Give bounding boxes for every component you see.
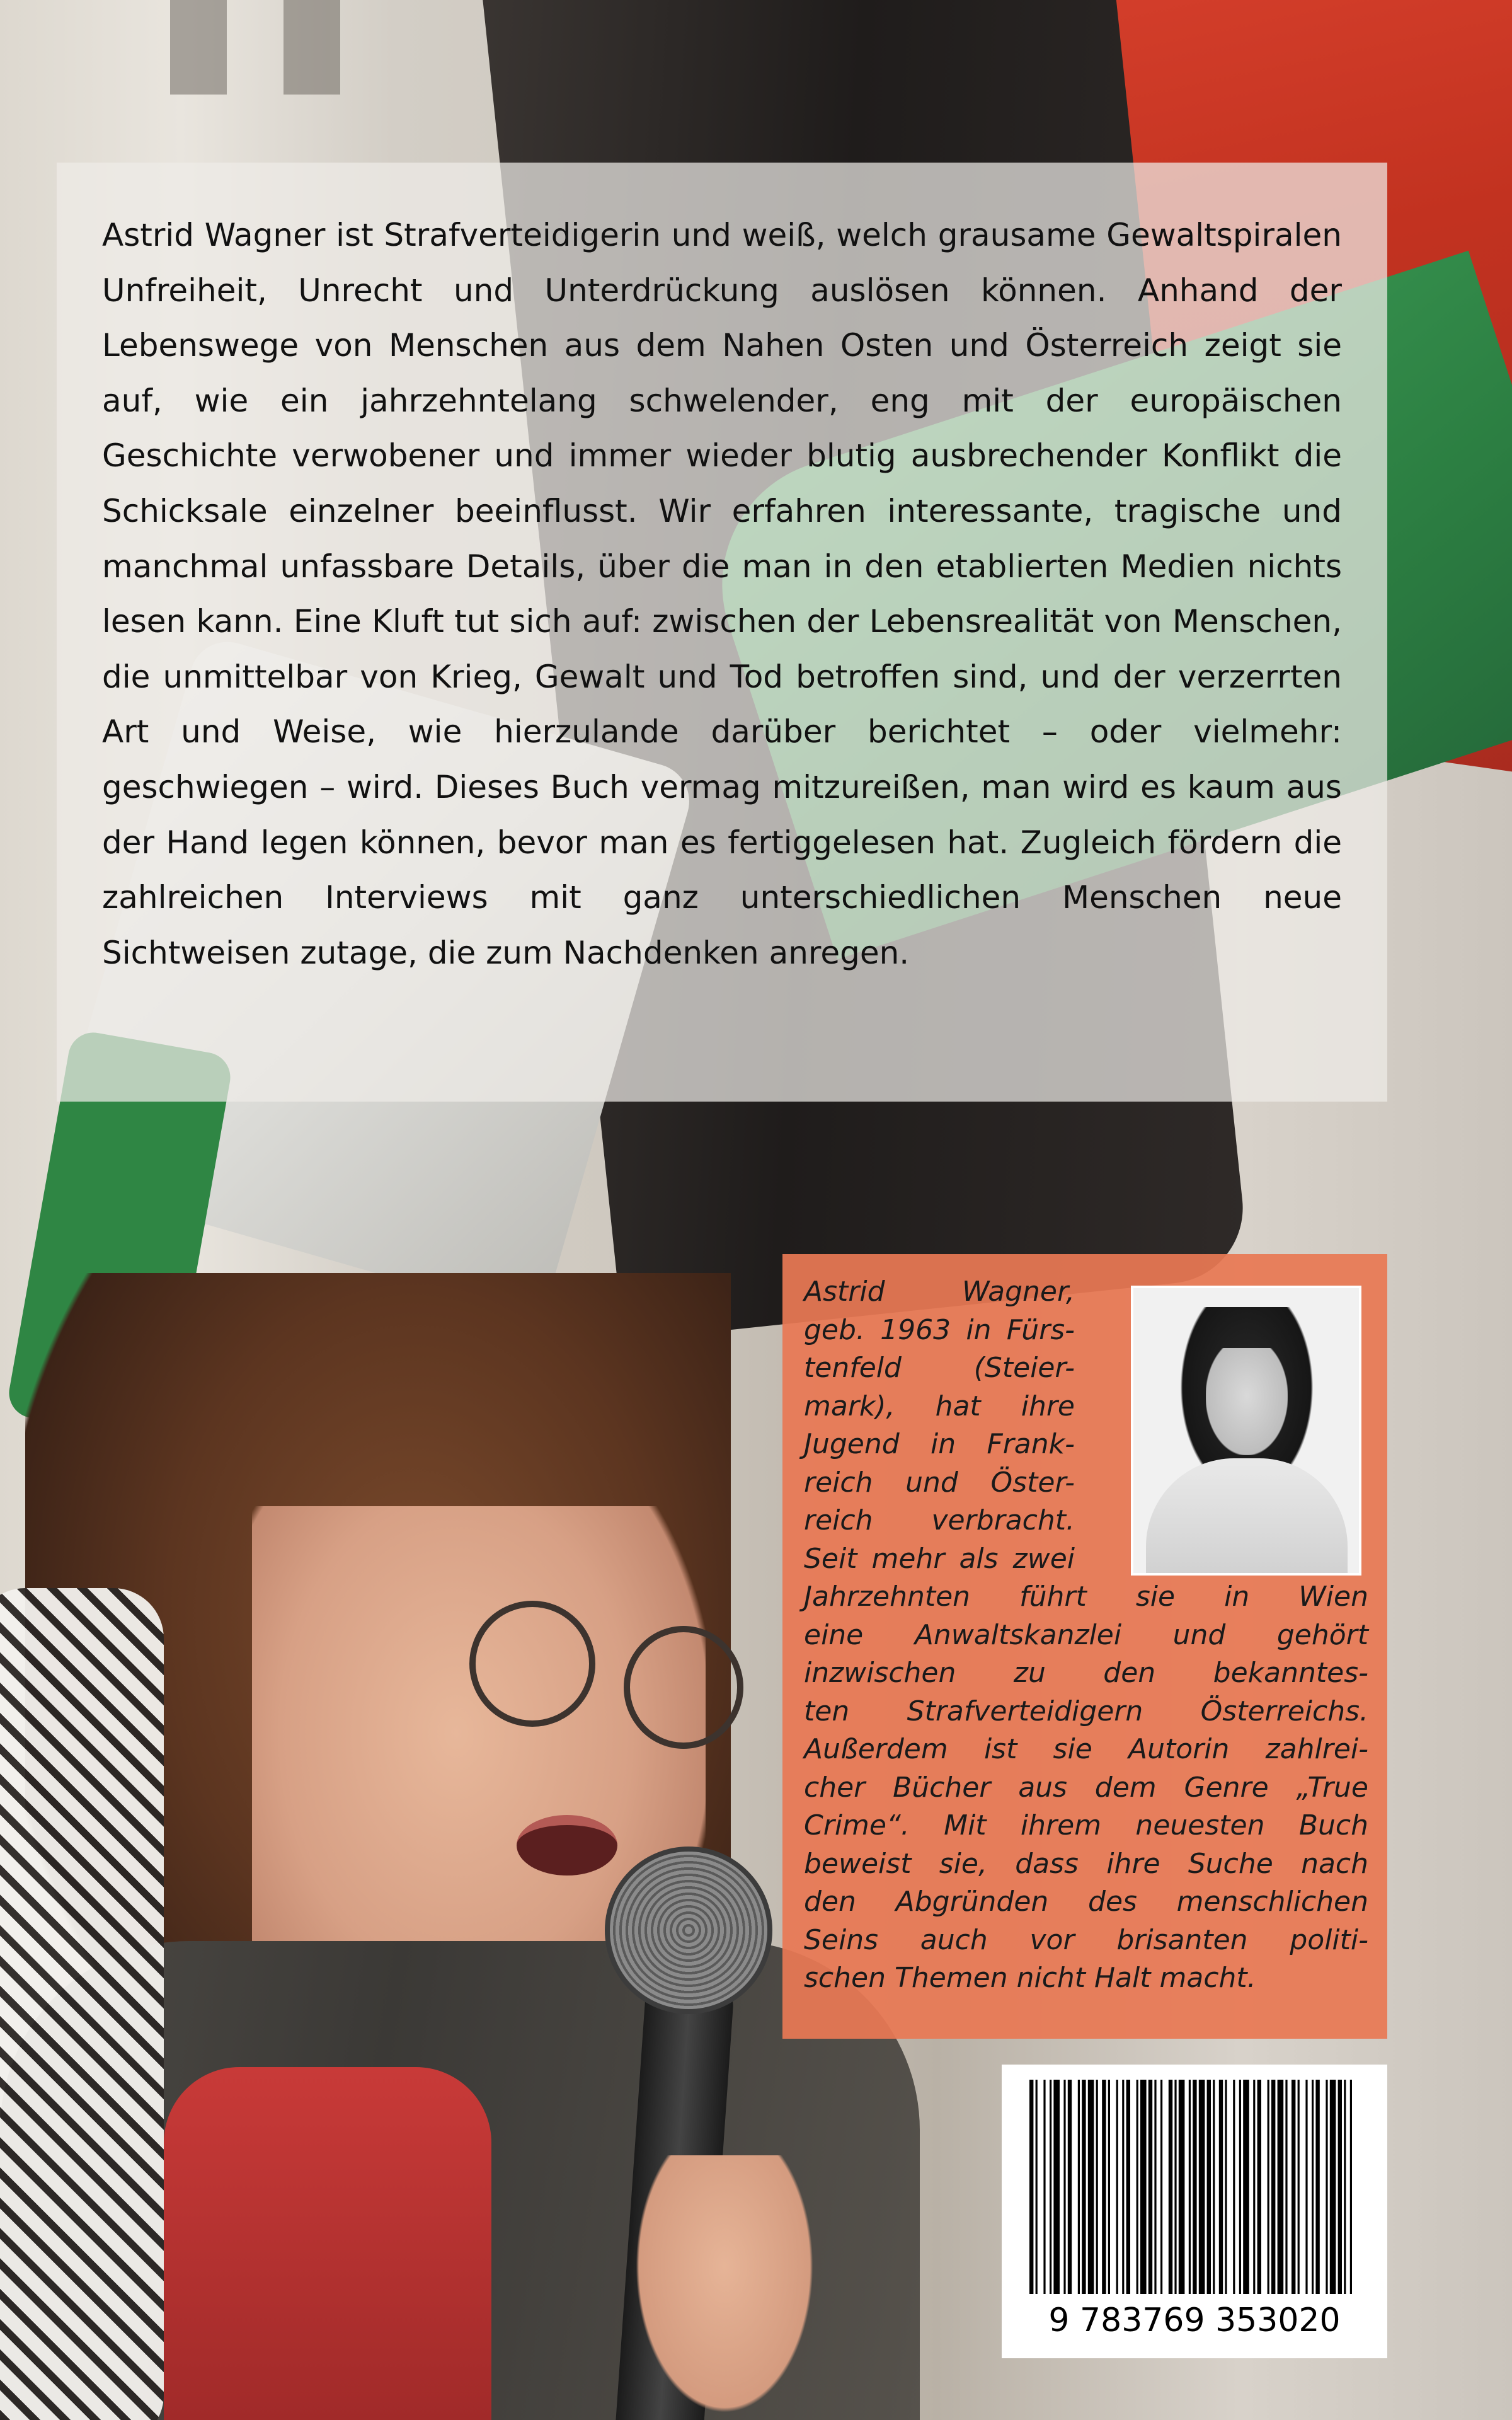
barcode-bar xyxy=(1193,2080,1196,2294)
barcode-bar xyxy=(1225,2080,1227,2294)
barcode-bar xyxy=(1338,2080,1342,2294)
speaker-hand xyxy=(624,2155,825,2420)
window xyxy=(170,0,227,95)
barcode-bar xyxy=(1174,2080,1176,2294)
author-bio-line: den Abgründen des menschlichen xyxy=(804,1886,1368,1918)
isbn-digits: 9 783769 353020 xyxy=(1048,2302,1341,2339)
barcode-bar xyxy=(1102,2080,1106,2294)
author-bio-line: Jugend in Frank- xyxy=(804,1428,1075,1460)
barcode-bar xyxy=(1160,2080,1162,2294)
barcode-bar xyxy=(1292,2080,1295,2294)
barcode-bar xyxy=(1344,2080,1346,2294)
author-bio-line: inzwischen zu den bekanntes- xyxy=(804,1657,1368,1689)
author-bio-line: Seins auch vor brisanten politi- xyxy=(804,1923,1368,1956)
author-bio-line: Crime“. Mit ihrem neuesten Buch xyxy=(804,1809,1368,1841)
barcode-bar xyxy=(1096,2080,1098,2294)
author-bio xyxy=(804,1273,1368,1998)
barcode-bar xyxy=(1268,2080,1269,2294)
author-bio-line: Außerdem ist sie Autorin zahlrei- xyxy=(804,1733,1368,1765)
author-bio-line: schen Themen nicht Halt macht. xyxy=(804,1962,1256,1994)
author-bio-line: mark), hat ihre xyxy=(804,1390,1075,1422)
barcode-bar xyxy=(1029,2080,1033,2294)
barcode-bar xyxy=(1257,2080,1261,2294)
barcode-bar xyxy=(1233,2080,1235,2294)
barcode-bars xyxy=(1029,2080,1360,2294)
barcode-bar xyxy=(1036,2080,1038,2294)
glasses-lens-left xyxy=(469,1601,595,1727)
barcode-bar xyxy=(1122,2080,1124,2294)
author-bio-line: cher Bücher aus dem Genre „True xyxy=(804,1771,1368,1804)
barcode-bar xyxy=(1154,2080,1156,2294)
barcode-bar xyxy=(1326,2080,1327,2294)
barcode-bar xyxy=(1063,2080,1065,2294)
window xyxy=(284,0,340,95)
author-bio-line: ten Strafverteidigern Österreichs. xyxy=(804,1695,1368,1727)
author-bio-line: tenfeld (Steier- xyxy=(804,1352,1075,1384)
barcode-bar xyxy=(1078,2080,1080,2294)
blurb-text: Astrid Wagner ist Strafverteidigerin und weiß, welch grausame Gewaltspiralen Unfreiheit, Unrecht und Unterdrückung auslösen können. Anhand der Lebenswege von Menschen aus dem Nahen Osten und Österreich zeigt sie auf, wie ein jahrzehntelang schwelender, eng mit der europäischen Geschichte verwobener und immer wieder blutig ausbrechender Konflikt die Schicksale einzelner beeinflusst. Wir erfahren interessante, tragische und manchmal unfassbare Details, über die man in den etablierten Medien nichts lesen kann. Eine Kluft tut sich auf: zwischen der Lebensrealität von Menschen, die unmittelbar von Krieg, Gewalt und Tod betroffen sind, und der verzerrten Art und Weise, wie hierzulande darüber berichtet – oder vielmehr: geschwiegen – wird. Dieses Buch vermag mitzureißen, man wird es kaum aus der Hand legen können, bevor man es fertiggelesen hat. Zugleich fördern die zahlreichen Interviews mit ganz unterschiedlichen Menschen neue Sichtweisen zutage, die zum Nachdenken anregen. xyxy=(102,217,1342,971)
barcode-bar xyxy=(1189,2080,1191,2294)
barcode-bar xyxy=(1116,2080,1118,2294)
author-bio-line: Astrid Wagner, xyxy=(804,1276,1075,1308)
keffiyeh-scarf xyxy=(0,1588,164,2420)
barcode-bar xyxy=(1207,2080,1211,2294)
barcode-bar xyxy=(1330,2080,1336,2294)
author-bio-line: reich und Öster- xyxy=(804,1466,1075,1499)
barcode-bar xyxy=(1050,2080,1051,2294)
barcode-bar xyxy=(1312,2080,1314,2294)
barcode-bar xyxy=(1082,2080,1085,2294)
barcode-bar xyxy=(1315,2080,1319,2294)
barcode-bar xyxy=(1068,2080,1072,2294)
barcode-bar xyxy=(1199,2080,1205,2294)
barcode-bar xyxy=(1126,2080,1130,2294)
barcode-bar xyxy=(1179,2080,1185,2294)
barcode-bar xyxy=(1169,2080,1172,2294)
author-bio-line: geb. 1963 in Fürs- xyxy=(804,1313,1075,1346)
barcode-bar xyxy=(1137,2080,1138,2294)
barcode-bar xyxy=(1298,2080,1300,2294)
barcode-bar xyxy=(1213,2080,1215,2294)
barcode-bar xyxy=(1243,2080,1249,2294)
barcode-bar xyxy=(1053,2080,1060,2294)
barcode-bar xyxy=(1140,2080,1147,2294)
author-bio-line: eine Anwaltskanzlei und gehört xyxy=(804,1618,1368,1651)
barcode-bar xyxy=(1271,2080,1275,2294)
speaker-mouth xyxy=(517,1815,617,1876)
barcode-bar xyxy=(1278,2080,1284,2294)
author-bio-line: Jahrzehnten führt sie in Wien xyxy=(804,1581,1368,1613)
author-bio-line: beweist sie, dass ihre Suche nach xyxy=(804,1847,1368,1880)
barcode-bar xyxy=(1285,2080,1287,2294)
barcode-bar xyxy=(1239,2080,1241,2294)
barcode-bar xyxy=(1043,2080,1045,2294)
barcode-bar xyxy=(1350,2080,1352,2294)
speaker-sweater xyxy=(164,2067,491,2420)
barcode-bar xyxy=(1253,2080,1255,2294)
barcode-bar xyxy=(1305,2080,1307,2294)
microphone-head xyxy=(605,1847,772,2014)
author-bio-line: reich verbracht. xyxy=(804,1504,1075,1536)
author-bio-line: Seit mehr als zwei xyxy=(804,1542,1075,1575)
barcode-bar xyxy=(1088,2080,1094,2294)
glasses-lens-right xyxy=(624,1626,743,1749)
barcode-bar xyxy=(1108,2080,1110,2294)
barcode-bar xyxy=(1219,2080,1223,2294)
barcode-bar xyxy=(1148,2080,1152,2294)
